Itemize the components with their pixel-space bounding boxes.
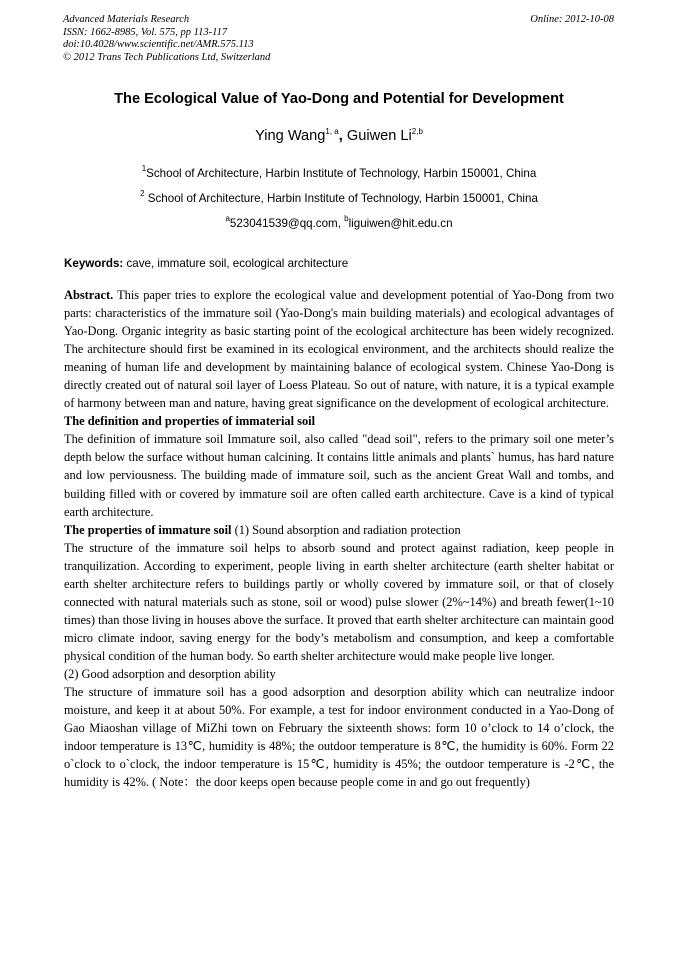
affiliation-1-sup: 1 (141, 164, 147, 173)
abstract-paragraph (64, 286, 614, 412)
author-2-sup: 2,b (411, 127, 423, 136)
journal-info (63, 14, 270, 64)
abstract-label: Abstract. (64, 288, 114, 302)
affiliation-1-text: School of Architecture, Harbin Institute of Technology, Harbin 150001, China (146, 167, 537, 180)
section-1-text: The definition of immature soil Immature soil, also called "dead soil", refers to the primary soil one meter’s depth below the surface without human calcining. It contains little animals and plants` humus, has hard nature and low perviousness. The building made of immature soil, such as the ancient Great Wall and tombs, and building filled with or covered by immature soil are often called earth architecture. Cave is a kind of typical earth architecture. (64, 432, 614, 519)
journal-name: Advanced Materials Research (63, 14, 190, 25)
affiliation-2-sup: 2 (140, 189, 145, 198)
keywords-label: Keywords: (64, 257, 124, 270)
abstract-text: This paper tries to explore the ecological value and development potential of Yao-Dong from two parts: characteristics of the immature soil (Yao-Dong's main building materials) and ecological advantages of Yao-Dong. Organic integrity as basic starting point of the ecological architecture has been widely recognized. The architecture should first be examined in its ecological environment, and the architects should realize the meaning of human life and development by maintaining balance of ecological system. Chinese Yao-Dong is directly created out of natural soil layer of Loess Plateau. So out of nature, with nature, it is a typical example of harmony between man and nature, having great significance on the development of ecological architecture. (64, 288, 614, 411)
author-1-sup: 1, a (325, 127, 339, 136)
keywords-line (64, 257, 348, 270)
doi-line: doi:10.4028/www.scientific.net/AMR.575.113 (63, 39, 254, 50)
email-b: liguiwen@hit.edu.cn (348, 217, 453, 230)
authors-line (0, 128, 678, 144)
section-2-heading-line (64, 521, 614, 539)
email-line (0, 214, 678, 230)
author-separator: , (338, 128, 347, 144)
section-2-para-3: The structure of immature soil has a good adsorption and desorption ability which can neutralize indoor moisture, and keep it at about 50%. For example, a test for indoor environment conducted in a Yao-Dong of Gao Miaoshan village of MiZhi town on February the sixteenth shows: form 10 o’clock to 14 o’clock, the indoor temperature is 13℃, humidity is 48%; the outdoor temperature is 8℃, the humidity is 60%. Form 22 o`clock to o`clock, the indoor temperature is 15℃, humidity is 45%; the outdoor temperature is -2℃, the humidity is 42%. ( Note：the door keeps open because people come in and go out frequently) (64, 685, 614, 790)
author-1-name: Ying Wang (255, 128, 326, 144)
copyright-line: © 2012 Trans Tech Publications Ltd, Switzerland (63, 51, 271, 63)
section-2-heading: The properties of immature soil (64, 522, 232, 537)
online-date: Online: 2012-10-08 (530, 14, 614, 25)
email-a-sup: a (225, 214, 230, 223)
paper-title: The Ecological Value of Yao-Dong and Potential for Development (114, 91, 564, 107)
section-2-subheading: (1) Sound absorption and radiation protection (231, 522, 461, 537)
issn-line: ISSN: 1662-8985, Vol. 575, pp 113-117 (63, 26, 228, 38)
keywords-text: cave, immature soil, ecological architecture (123, 257, 349, 270)
affiliation-1 (0, 164, 678, 180)
section-2-para-2: (2) Good adsorption and desorption ability (64, 666, 276, 681)
email-b-sup: b (344, 214, 349, 223)
affiliation-2-text: School of Architecture, Harbin Institute of Technology, Harbin 150001, China (144, 192, 538, 205)
paper-body (64, 286, 614, 791)
affiliation-2 (0, 189, 678, 205)
author-2-name: Guiwen Li (346, 128, 412, 144)
section-1-heading: The definition and properties of immaterial soil (64, 414, 316, 429)
email-a: 523041539@qq.com, (229, 217, 345, 230)
section-2-para-1: The structure of the immature soil helps to absorb sound and protect against radiation, keep people in tranquilization. According to experiment, people living in earth shelter architecture (earth shelter habitat or earth shelter architecture refers to buildings partly or wholly covered by immature soil, or that of closely connected with natural materials such as stone, soil or wood) pulse slower (2%~14%) and breath fewer(1~10 times) than those living in houses above the surface. It proved that earth shelter architecture can maintain good micro climate indoor, saving energy for the body’s metabolism and consumption, and keep a comfortable physical condition of the human body. So earth shelter architecture would make people live longer. (64, 540, 614, 663)
